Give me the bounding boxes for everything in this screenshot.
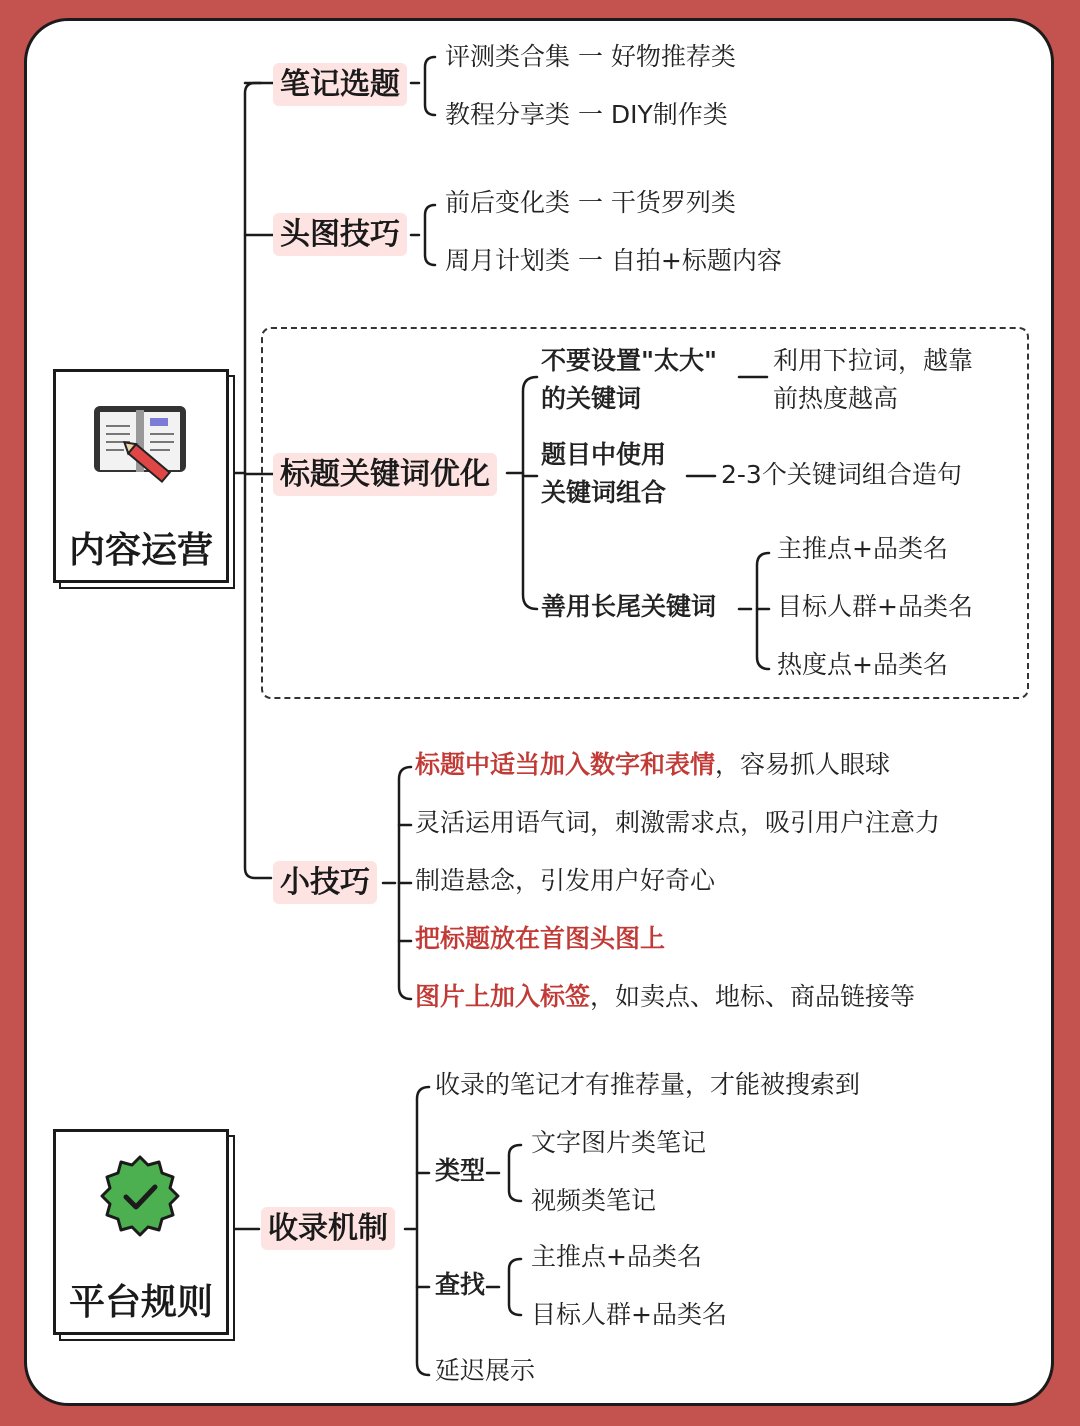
keyword-sub1-line2: 的关键词 [541,384,642,413]
tip-5-rest: ，如卖点、地标、商品链接等 [590,982,916,1011]
keyword-sub1-desc2: 前热度越高 [773,384,899,413]
keyword-sub3-item-3: 热度点+品类名 [777,650,948,679]
node-cover-tips: 头图技巧 [273,213,407,256]
tip-1-rest: ，容易抓人眼球 [715,750,891,779]
index-item-4: 延迟展示 [435,1356,536,1385]
keyword-sub3-label: 善用长尾关键词 [541,592,717,621]
node-index-mechanism: 收录机制 [261,1207,395,1250]
node-small-tips: 小技巧 [273,861,377,904]
tip-5-highlight: 图片上加入标签 [415,982,591,1011]
index-find-item-2: 目标人群+品类名 [531,1300,727,1329]
index-find-item-1: 主推点+品类名 [531,1242,702,1271]
keyword-sub2-line1: 题目中使用 [541,440,667,469]
tip-4-highlight: 把标题放在首图头图上 [415,924,666,953]
cover-item-1: 前后变化类 一 干货罗列类 [445,188,736,217]
tip-2: 灵活运用语气词，刺激需求点，吸引用户注意力 [415,808,941,837]
tip-4 [415,925,665,954]
tip-1 [415,751,890,780]
node-topic-selection: 笔记选题 [273,63,407,106]
keyword-sub2-line2: 关键词组合 [541,478,667,507]
index-type-item-2: 视频类笔记 [531,1186,657,1215]
keyword-sub3-item-2: 目标人群+品类名 [777,592,973,621]
root-platform-rules-label: 平台规则 [68,1282,213,1323]
index-type-item-1: 文字图片类笔记 [531,1128,707,1157]
tip-1-highlight: 标题中适当加入数字和表情 [415,750,716,779]
topic-item-2: 教程分享类 一 DIY制作类 [445,100,728,129]
green-check-badge-icon [98,1154,182,1238]
keyword-sub1-line1: 不要设置"太大" [541,346,718,375]
index-item-1: 收录的笔记才有推荐量，才能被搜索到 [435,1070,861,1099]
open-book-pencil-icon [90,398,190,488]
root-content-operation-box [53,369,229,583]
index-find-label: 查找 [435,1270,486,1299]
mind-map-card [24,18,1054,1406]
index-type-label: 类型 [435,1156,486,1185]
tip-3: 制造悬念，引发用户好奇心 [415,866,716,895]
topic-item-1: 评测类合集 一 好物推荐类 [445,42,736,71]
keyword-sub3-item-1: 主推点+品类名 [777,534,948,563]
root-content-operation-label: 内容运营 [68,530,213,571]
root-platform-rules-box [53,1129,229,1335]
node-title-keyword-optimization: 标题关键词优化 [273,453,497,496]
keyword-sub2-desc: 2-3个关键词组合造句 [721,460,962,489]
keyword-section-frame [261,327,1029,699]
keyword-sub1-desc1: 利用下拉词，越靠 [773,346,974,375]
tip-5 [415,983,915,1012]
cover-item-2: 周月计划类 一 自拍+标题内容 [445,246,782,275]
